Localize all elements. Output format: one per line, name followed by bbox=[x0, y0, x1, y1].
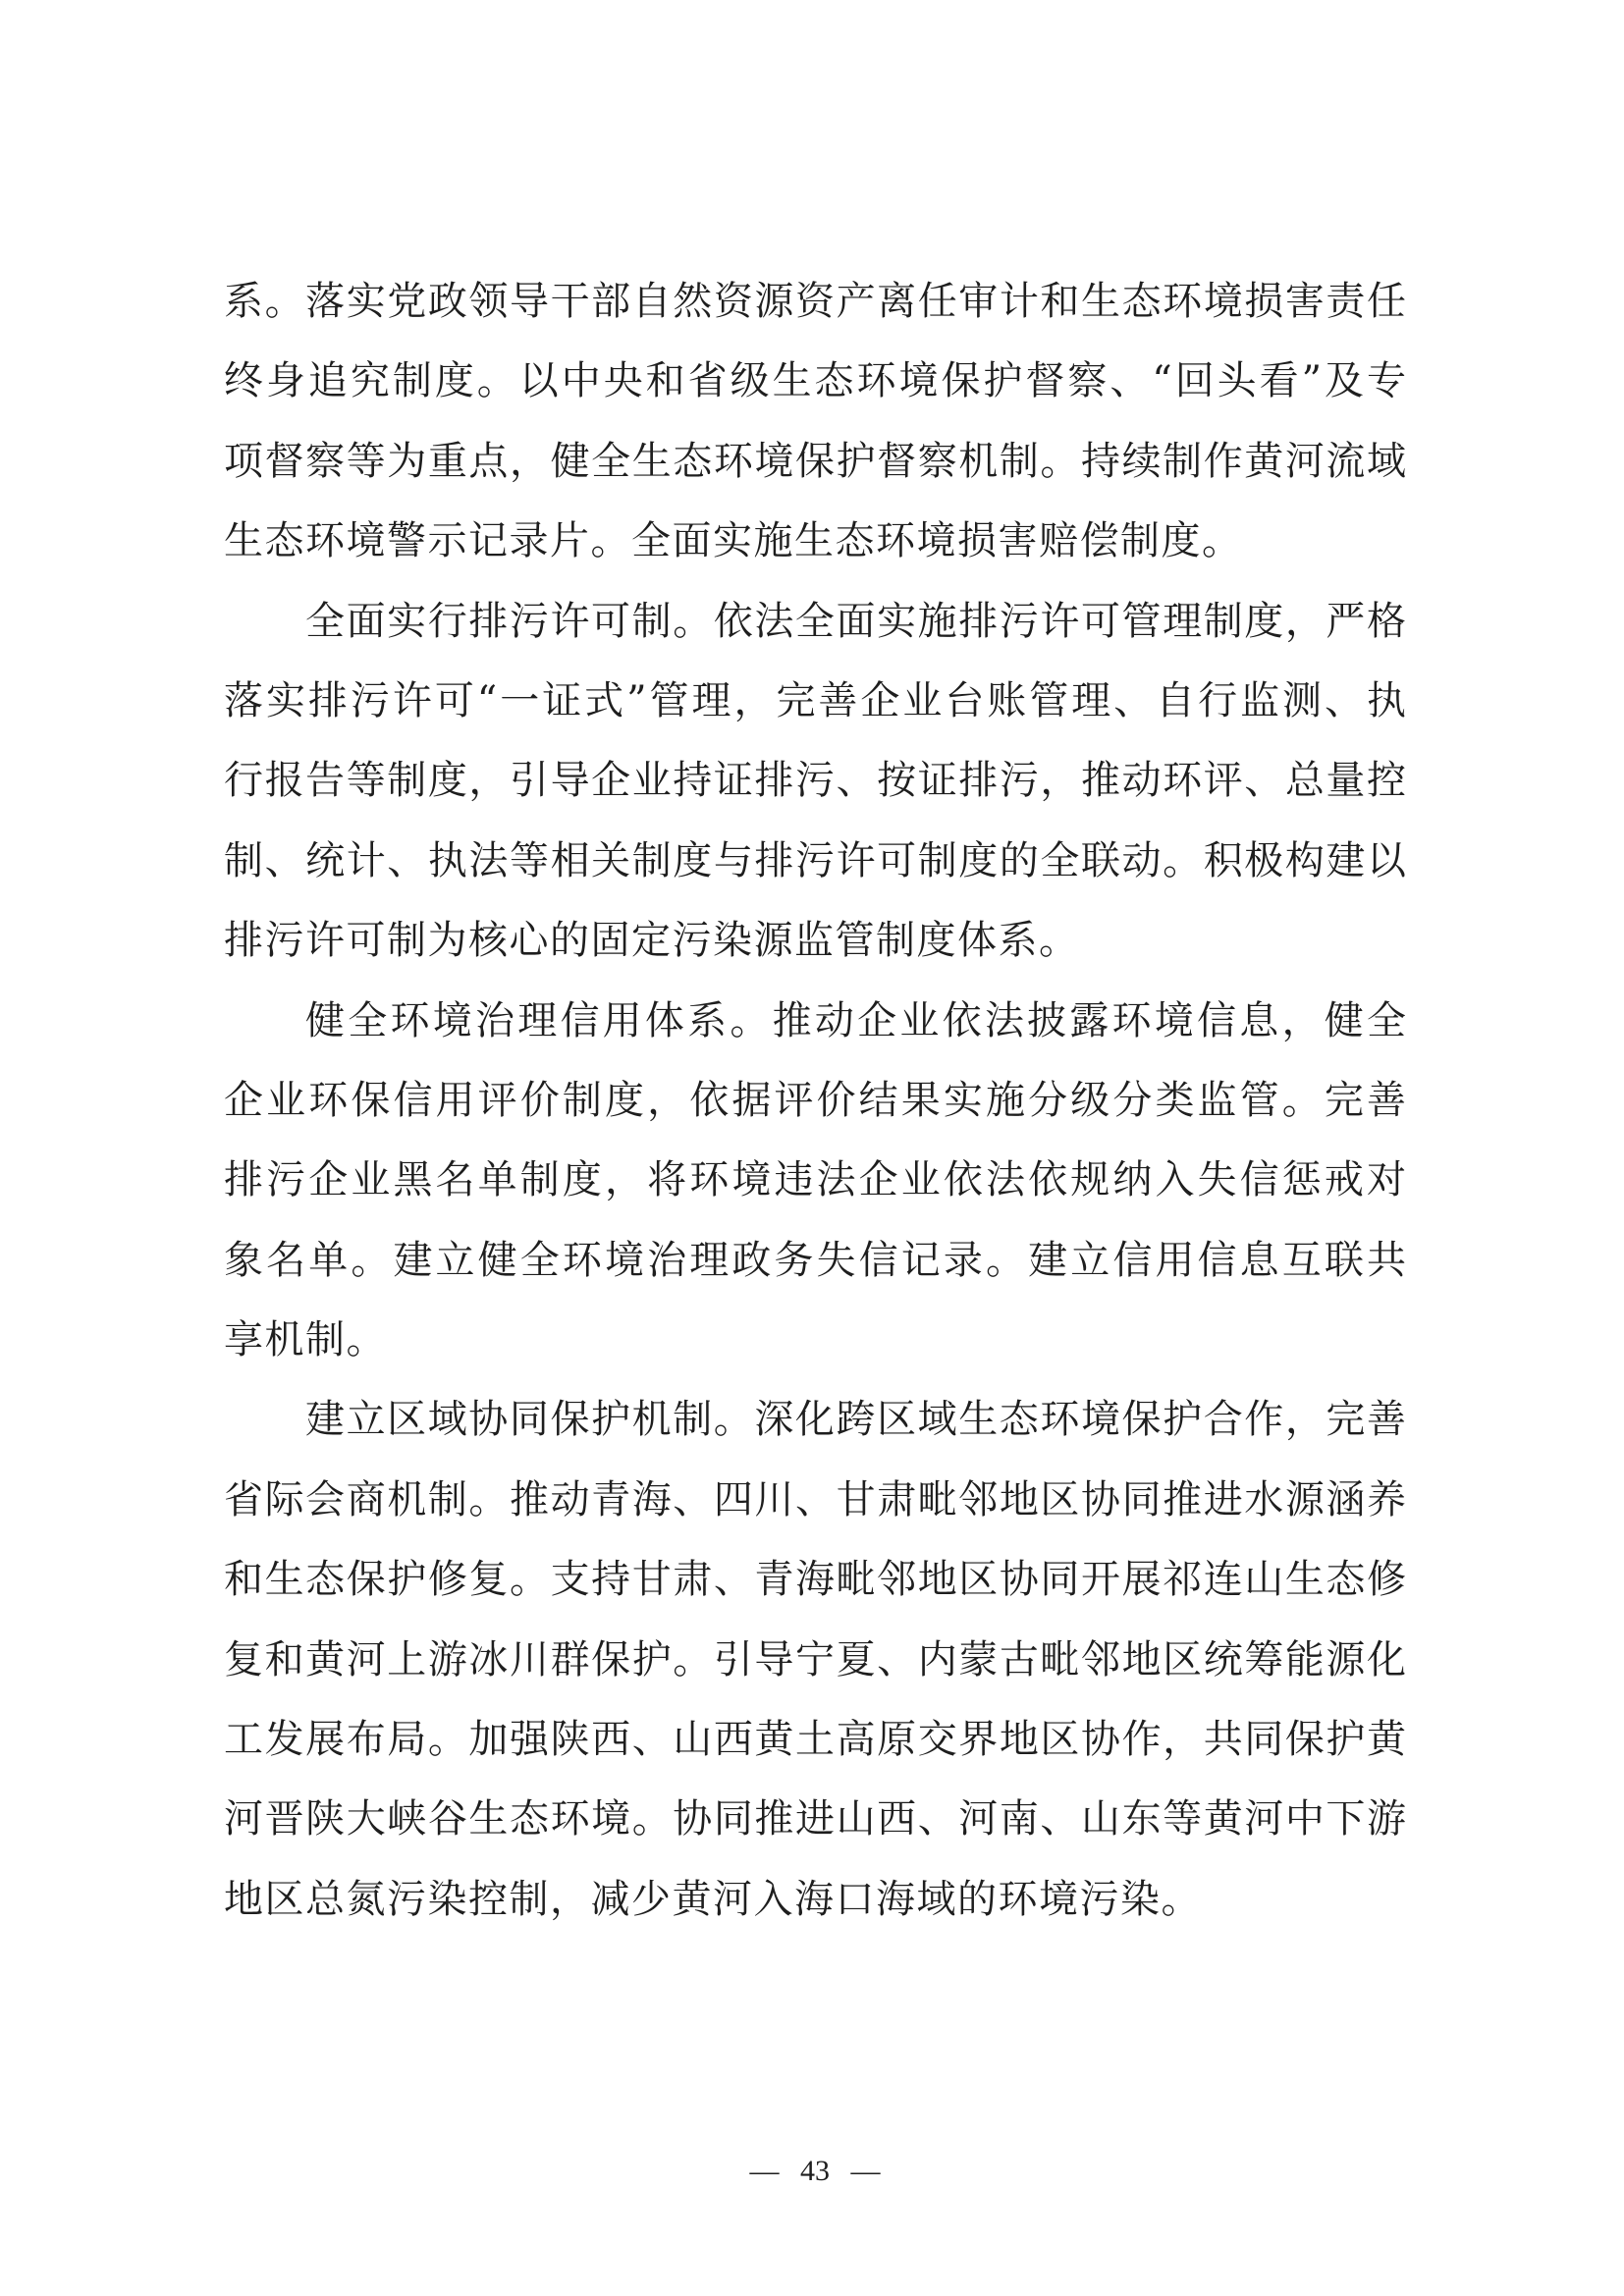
text-line: 项督察等为重点，健全生态环境保护督察机制。持续制作黄河流域 bbox=[224, 438, 1406, 484]
text-line: 工发展布局。加强陕西、山西黄土高原交界地区协作，共同保护黄 bbox=[224, 1717, 1406, 1763]
text-line: 省际会商机制。推动青海、四川、甘肃毗邻地区协同推进水源涵养 bbox=[224, 1476, 1406, 1522]
body-text bbox=[224, 262, 1406, 1940]
text-line: 排污许可制为核心的固定污染源监管制度体系。 bbox=[224, 918, 1080, 964]
text-line: 健全环境治理信用体系。推动企业依法披露环境信息，健全 bbox=[305, 997, 1406, 1043]
text-line: 制、统计、执法等相关制度与排污许可制度的全联动。积极构建以 bbox=[224, 837, 1406, 883]
text-line: 和生态保护修复。支持甘肃、青海毗邻地区协同开展祁连山生态修 bbox=[224, 1557, 1406, 1603]
text-line: 落实排污许可“一证式”管理，完善企业台账管理、自行监测、执 bbox=[224, 677, 1406, 723]
text-line: 系。落实党政领导干部自然资源资产离任审计和生态环境损害责任 bbox=[224, 279, 1406, 324]
text-line: 地区总氮污染控制，减少黄河入海口海域的环境污染。 bbox=[224, 1876, 1202, 1922]
paragraph bbox=[224, 582, 1406, 982]
text-line: 生态环境警示记录片。全面实施生态环境损害赔偿制度。 bbox=[224, 518, 1243, 564]
text-line: 象名单。建立健全环境治理政务失信记录。建立信用信息互联共 bbox=[224, 1237, 1406, 1283]
text-line: 企业环保信用评价制度，依据评价结果实施分级分类监管。完善 bbox=[224, 1077, 1406, 1123]
text-line: 河晋陕大峡谷生态环境。协同推进山西、河南、山东等黄河中下游 bbox=[224, 1796, 1406, 1842]
paragraph bbox=[224, 982, 1406, 1381]
text-line: 终身追究制度。以中央和省级生态环境保护督察、“回头看”及专 bbox=[224, 358, 1406, 404]
text-line: 行报告等制度，引导企业持证排污、按证排污，推动环评、总量控 bbox=[224, 758, 1406, 804]
text-line: 复和黄河上游冰川群保护。引导宁夏、内蒙古毗邻地区统筹能源化 bbox=[224, 1636, 1406, 1682]
text-line: 全面实行排污许可制。依法全面实施排污许可管理制度，严格 bbox=[305, 598, 1406, 644]
text-line: 享机制。 bbox=[224, 1317, 387, 1363]
text-line: 排污企业黑名单制度，将环境违法企业依法依规纳入失信惩戒对 bbox=[224, 1157, 1406, 1203]
page-number: — 43 — bbox=[749, 2155, 881, 2187]
text-line: 建立区域协同保护机制。深化跨区域生态环境保护合作，完善 bbox=[305, 1397, 1406, 1443]
paragraph bbox=[224, 1380, 1406, 1940]
paragraph bbox=[224, 262, 1406, 582]
